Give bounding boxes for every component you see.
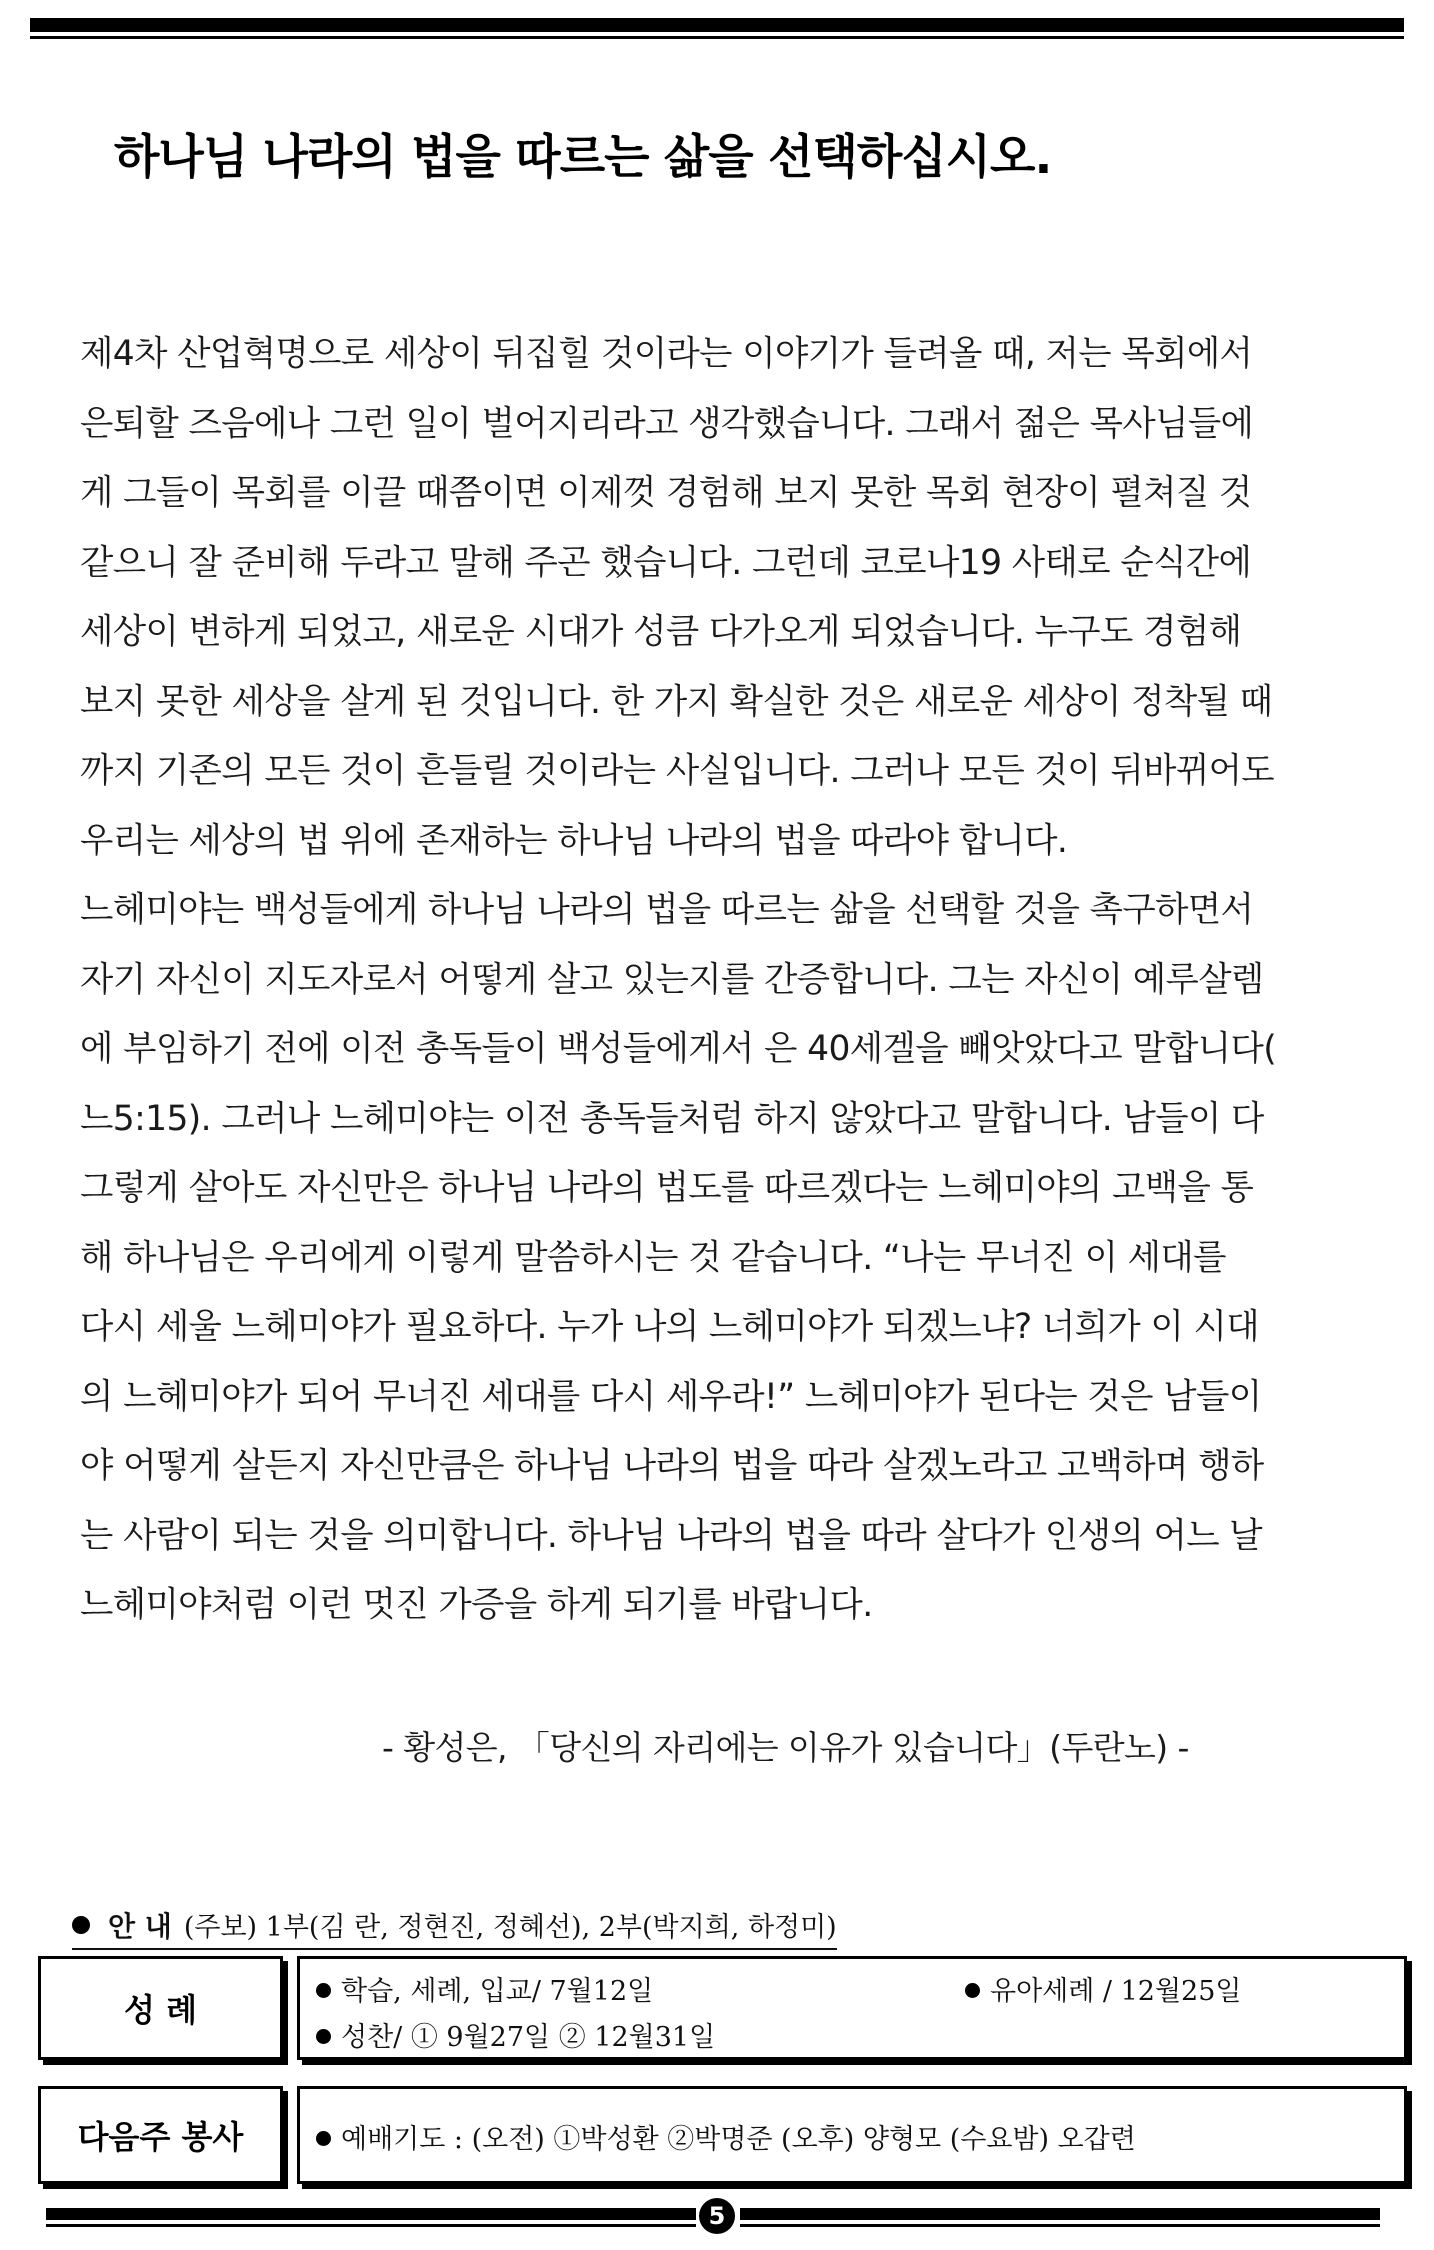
- body-line: 우리는 세상의 법 위에 존재하는 하나님 나라의 법을 따라야 합니다.: [80, 820, 1068, 861]
- body-line: 같으니 잘 준비해 두라고 말해 주곤 했습니다. 그런데 코로나19 사태로 순식간에: [80, 542, 1252, 583]
- sacraments-label: 성 례: [124, 1991, 197, 2029]
- bullet-icon: [965, 1983, 980, 1998]
- next-week-content-box: [297, 2086, 1407, 2184]
- body-line: 까지 기존의 모든 것이 흔들릴 것이라는 사실입니다. 그러나 모든 것이 뒤바뀌어도: [80, 751, 1275, 791]
- bullet-icon: [316, 1983, 331, 1998]
- bottom-border-left: [46, 2208, 696, 2220]
- body-line: 는 사람이 되는 것을 의미합니다. 하나님 나라의 법을 따라 살다가 인생의 어느 날: [80, 1515, 1263, 1556]
- page-number: 5: [699, 2198, 735, 2234]
- next-week-label: 다음주 봉사: [77, 2118, 244, 2156]
- notice-line: [72, 1906, 837, 1950]
- body-line: 세상이 변하게 되었고, 새로운 시대가 성큼 다가오게 되었습니다. 누구도 경험해: [80, 612, 1242, 652]
- top-border-thin: [30, 36, 1404, 39]
- article-body: [80, 320, 1380, 1641]
- body-line: 보지 못한 세상을 살게 된 것입니다. 한 가지 확실한 것은 새로운 세상이 정착될 때: [80, 681, 1273, 722]
- body-line: 은퇴할 즈음에나 그런 일이 벌어지리라고 생각했습니다. 그래서 젊은 목사님들에: [80, 403, 1254, 444]
- body-line: 야 어떻게 살든지 자신만큼은 하나님 나라의 법을 따라 살겠노라고 고백하며 행하: [80, 1446, 1264, 1486]
- notice-label: 안 내: [108, 1910, 172, 1943]
- body-line: 느5:15). 그러나 느헤미야는 이전 총독들처럼 하지 않았다고 말합니다. 남들이 다: [80, 1098, 1264, 1139]
- sacraments-item: 성찬/ ① 9월27일 ② 12월31일: [316, 2015, 715, 2054]
- notice-text: (주보) 1부(김 란, 정현진, 정혜선), 2부(박지희, 하정미): [183, 1912, 837, 1943]
- bottom-border-left-thin: [46, 2224, 696, 2227]
- body-line: 느헤미야처럼 이런 멋진 가증을 하게 되기를 바랍니다.: [80, 1585, 873, 1625]
- next-week-item: 예배기도 : (오전) ①박성환 ②박명준 (오후) 양형모 (수요밤) 오갑련: [316, 2117, 1136, 2156]
- body-line: 에 부임하기 전에 이전 총독들이 백성들에게서 은 40세겔을 빼앗았다고 말합니다(: [80, 1029, 1277, 1069]
- body-line: 제4차 산업혁명으로 세상이 뒤집힐 것이라는 이야기가 들려올 때, 저는 목회에서: [80, 334, 1253, 374]
- body-line: 느헤미야는 백성들에게 하나님 나라의 법을 따르는 삶을 선택할 것을 촉구하면서: [80, 890, 1254, 930]
- page-title: 하나님 나라의 법을 따르는 삶을 선택하십시오.: [114, 130, 1052, 185]
- bullet-icon: [72, 1916, 90, 1934]
- next-week-label-box: [38, 2086, 283, 2184]
- sacraments-item: 유아세례 / 12월25일: [965, 1969, 1241, 2008]
- bottom-border-right-thin: [740, 2224, 1380, 2227]
- body-line: 해 하나님은 우리에게 이렇게 말씀하시는 것 같습니다. “나는 무너진 이 세대를: [80, 1237, 1226, 1278]
- bullet-icon: [316, 2131, 331, 2146]
- body-line: 자기 자신이 지도자로서 어떻게 살고 있는지를 간증합니다. 그는 자신이 예루살렘: [80, 959, 1264, 1000]
- body-line: 의 느헤미야가 되어 무너진 세대를 다시 세우라!” 느헤미야가 된다는 것은 남들이: [80, 1376, 1262, 1417]
- sacraments-content-box: [297, 1956, 1407, 2060]
- sacraments-label-box: [38, 1956, 283, 2060]
- bullet-icon: [316, 2029, 331, 2044]
- source-citation: - 황성은, 「당신의 자리에는 이유가 있습니다」(두란노) -: [382, 1728, 1189, 1767]
- bottom-border-right: [740, 2208, 1380, 2220]
- body-line: 게 그들이 목회를 이끌 때쯤이면 이제껏 경험해 보지 못한 목회 현장이 펼쳐질 것: [80, 473, 1252, 513]
- top-border-thick: [30, 18, 1404, 32]
- body-line: 다시 세울 느헤미야가 필요하다. 누가 나의 느헤미야가 되겠느냐? 너희가 이 시대: [80, 1307, 1260, 1347]
- sacraments-item: 학습, 세례, 입교/ 7월12일: [316, 1969, 653, 2008]
- body-line: 그렇게 살아도 자신만은 하나님 나라의 법도를 따르겠다는 느헤미야의 고백을 통: [80, 1168, 1254, 1208]
